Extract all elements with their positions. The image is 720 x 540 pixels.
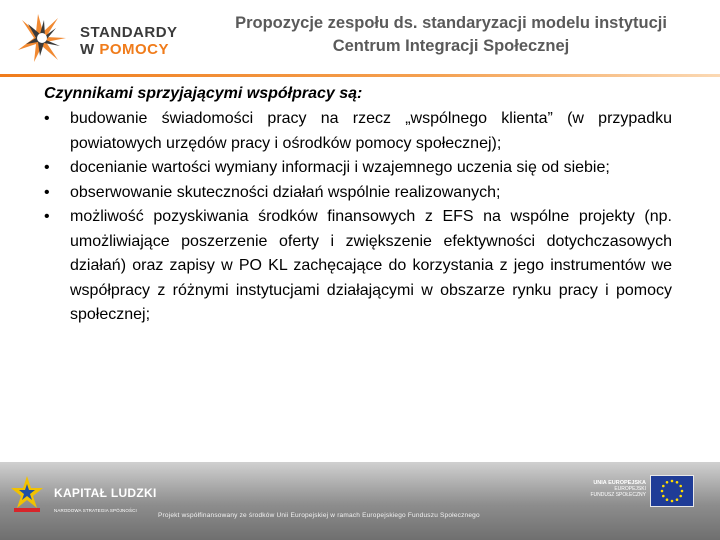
list-item-text: docenianie wartości wymiany informacji i wzajemnego uczenia się od siebie; [70,159,610,176]
eu-label [574,480,646,498]
list-item [44,181,672,206]
kapital-ludzki-logo [10,472,170,522]
eu-label-line-2: EUROPEJSKI [614,486,646,492]
page-title-line-2: Centrum Integracji Społecznej [332,37,570,55]
header-divider [0,74,720,77]
header [0,0,720,76]
eu-stars [651,476,693,506]
footer-caption: Projekt współfinansowany ze środków Unii Europejskiej w ramach Europejskiego Funduszu Społecznego [158,512,480,519]
logo-text-pomocy: POMOCY [99,41,170,58]
logo-text-standardy: STANDARDY [80,24,178,41]
list-item [44,107,672,156]
eu-label-line-1: UNIA EUROPEJSKA [593,480,646,486]
page-title [186,12,716,58]
bullet-icon: • [44,110,50,127]
logo-text-w-pomocy [80,41,169,58]
bullet-icon: • [44,183,50,201]
slide-content [44,82,672,328]
footer [0,462,720,540]
eu-label-line-3: FUNDUSZ SPOŁECZNY [590,492,646,498]
standardy-w-pomocy-logo [14,10,184,66]
kapital-ludzki-subtitle: NARODOWA STRATEGIA SPÓJNOŚCI [54,508,137,513]
page-title-line-1: Propozycje zespołu ds. standaryzacji modelu instytucji [235,14,667,32]
bullet-icon: • [44,159,50,176]
eu-flag-icon [650,475,694,507]
list-item-text: obserwowanie skuteczności działań wspólnie realizowanych; [70,183,501,201]
kapital-ludzki-star-icon [10,474,44,514]
list-item-text: możliwość pozyskiwania środków finansowych z EFS na wspólne projekty (np. umożliwiające poszerzenie oferty i zwiększenie efektywności dotychczasowych działań) oraz zapisy w PO KL zachęcające do korzystania z jego instrumentów we współpracy z różnymi instytucjami działającymi w obszarze rynku pracy i pomocy społecznej; [70,208,672,323]
list-item [44,156,672,181]
kapital-ludzki-title: KAPITAŁ LUDZKI [54,486,157,500]
standardy-star-icon [14,10,70,66]
bullet-icon: • [44,208,50,225]
bullet-list [44,107,672,328]
list-item-text: budowanie świadomości pracy na rzecz „wspólnego klienta” (w przypadku powiatowych urzędów pracy i ośrodków pomocy społecznej); [70,110,672,152]
list-item [44,205,672,328]
logo-text-w: W [80,41,95,58]
intro-heading: Czynnikami sprzyjającymi współpracy są: [44,85,363,102]
